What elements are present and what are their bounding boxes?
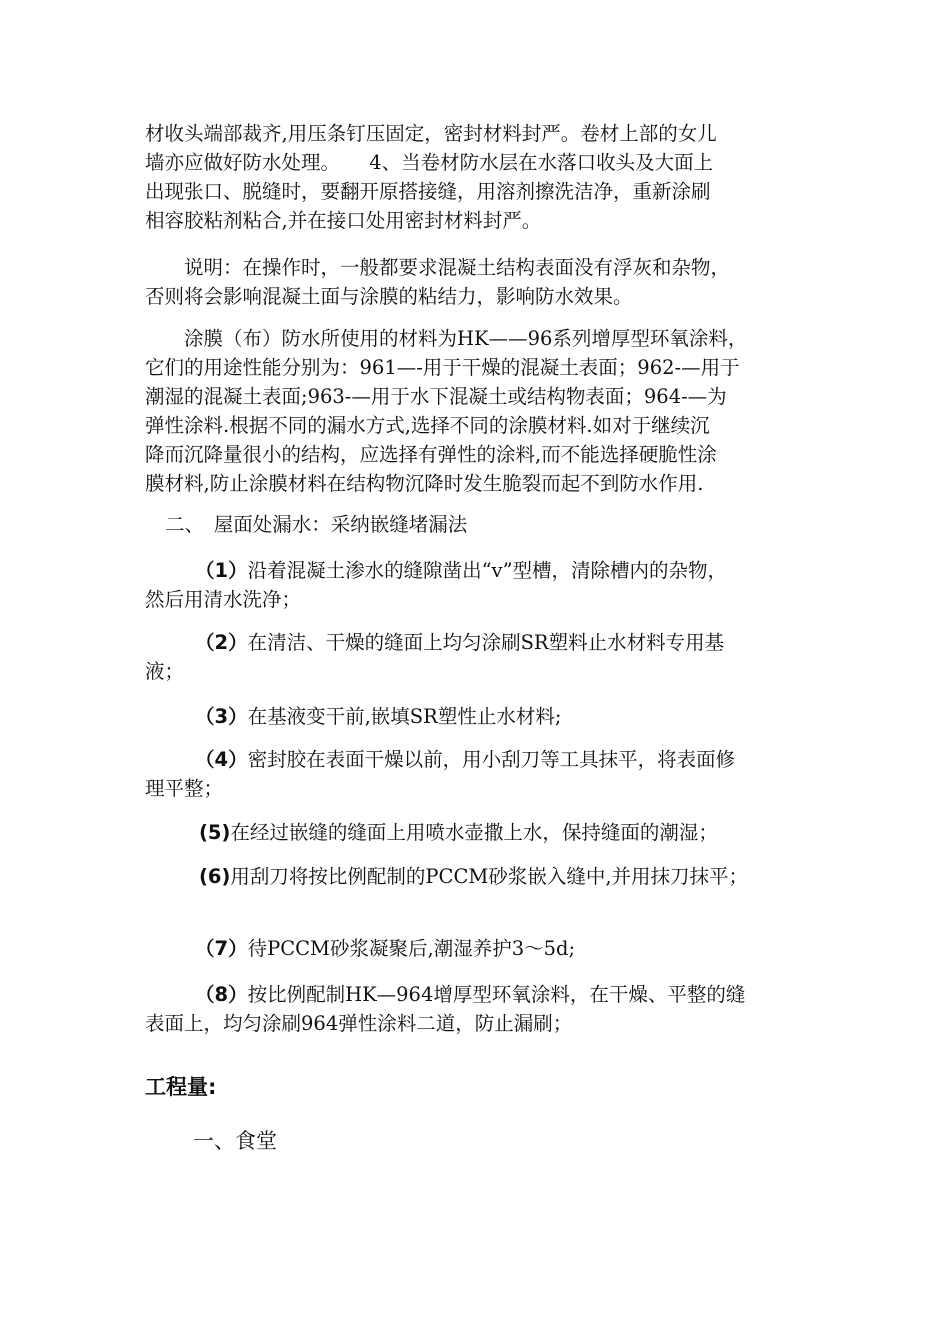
paragraph-coating-materials (145, 324, 815, 498)
step-text: 表面上，均匀涂刷964弹性涂料二道，防止漏刷； (145, 1012, 573, 1035)
step-number: （2） (195, 631, 248, 654)
step-7 (145, 934, 815, 963)
step-number: (5) (199, 821, 231, 844)
step-text: 液； (145, 660, 185, 683)
text-line: 弹性涂料.根据不同的漏水方式,选择不同的涂膜材料.如对于继续沉 (145, 414, 710, 437)
text-line: 潮湿的混凝土表面;963-—用于水下混凝土或结构物表面；964-—为 (145, 385, 727, 408)
step-text: 在基液变干前,嵌填SR塑性止水材料; (247, 705, 562, 728)
step-number: （4） (195, 748, 248, 771)
text-line: 它们的用途性能分别为：961—-用于干燥的混凝土表面；962-—用于 (145, 356, 740, 379)
text-line: 墙亦应做好防水处理。 4、当卷材防水层在水落口收头及大面上 (145, 151, 714, 174)
text-line: 出现张口、脱缝时，要翻开原搭接缝，用溶剂擦洗洁净，重新涂刷 (145, 180, 711, 203)
text-line: 降而沉降量很小的结构，应选择有弹性的涂料,而不能选择硬脆性涂 (145, 443, 717, 466)
step-number: （7） (195, 937, 248, 960)
step-1 (145, 556, 815, 614)
section-title-roof-leak: 二、 屋面处漏水：采纳嵌缝堵漏法 (165, 513, 468, 536)
text-line: 涂膜（布）防水所使用的材料为HK——96系列增厚型环氧涂料， (145, 327, 748, 350)
step-6 (145, 862, 815, 891)
step-number: （1） (195, 559, 248, 582)
step-text: 沿着混凝土渗水的缝隙凿出“v”型槽，清除槽内的杂物， (247, 559, 728, 582)
step-number: （8） (195, 983, 248, 1006)
step-8 (145, 980, 815, 1038)
step-4 (145, 745, 815, 803)
text-line: 膜材料,防止涂膜材料在结构物沉降时发生脆裂而起不到防水作用. (145, 472, 704, 495)
step-3 (145, 702, 815, 731)
step-text: 在清洁、干燥的缝面上均匀涂刷SR塑料止水材料专用基 (247, 631, 725, 654)
step-text: 用刮刀将按比例配制的PCCM砂浆嵌入缝中,并用抹刀抹平； (230, 865, 749, 888)
step-2 (145, 628, 815, 686)
step-number: （3） (195, 705, 248, 728)
section-heading-quantity: 工程量: (145, 1075, 217, 1099)
text-line: 相容胶粘剂粘合,并在接口处用密封材料封严。 (145, 209, 542, 232)
step-text: 按比例配制HK—964增厚型环氧涂料，在干燥、平整的缝 (247, 983, 746, 1006)
step-text: 理平整； (145, 777, 224, 800)
paragraph-note (145, 253, 815, 311)
text-line: 说明：在操作时，一般都要求混凝土结构表面没有浮灰和杂物， (145, 256, 731, 279)
text-line: 材收头端部裁齐,用压条钉压固定，密封材料封严。卷材上部的女儿 (145, 122, 717, 145)
subheading-canteen: 一、食堂 (193, 1129, 277, 1153)
step-text: 然后用清水洗净； (145, 588, 302, 611)
text-line: 否则将会影响混凝土面与涂膜的粘结力，影响防水效果。 (145, 285, 633, 308)
step-text: 在经过嵌缝的缝面上用喷水壶撒上水，保持缝面的潮湿； (230, 821, 718, 844)
paragraph-roll-end (145, 119, 815, 235)
step-number: (6) (199, 865, 231, 888)
step-text: 待PCCM砂浆凝聚后,潮湿养护3～5d; (247, 937, 576, 960)
step-5 (145, 818, 815, 847)
step-text: 密封胶在表面干燥以前，用小刮刀等工具抹平，将表面修 (247, 748, 736, 771)
